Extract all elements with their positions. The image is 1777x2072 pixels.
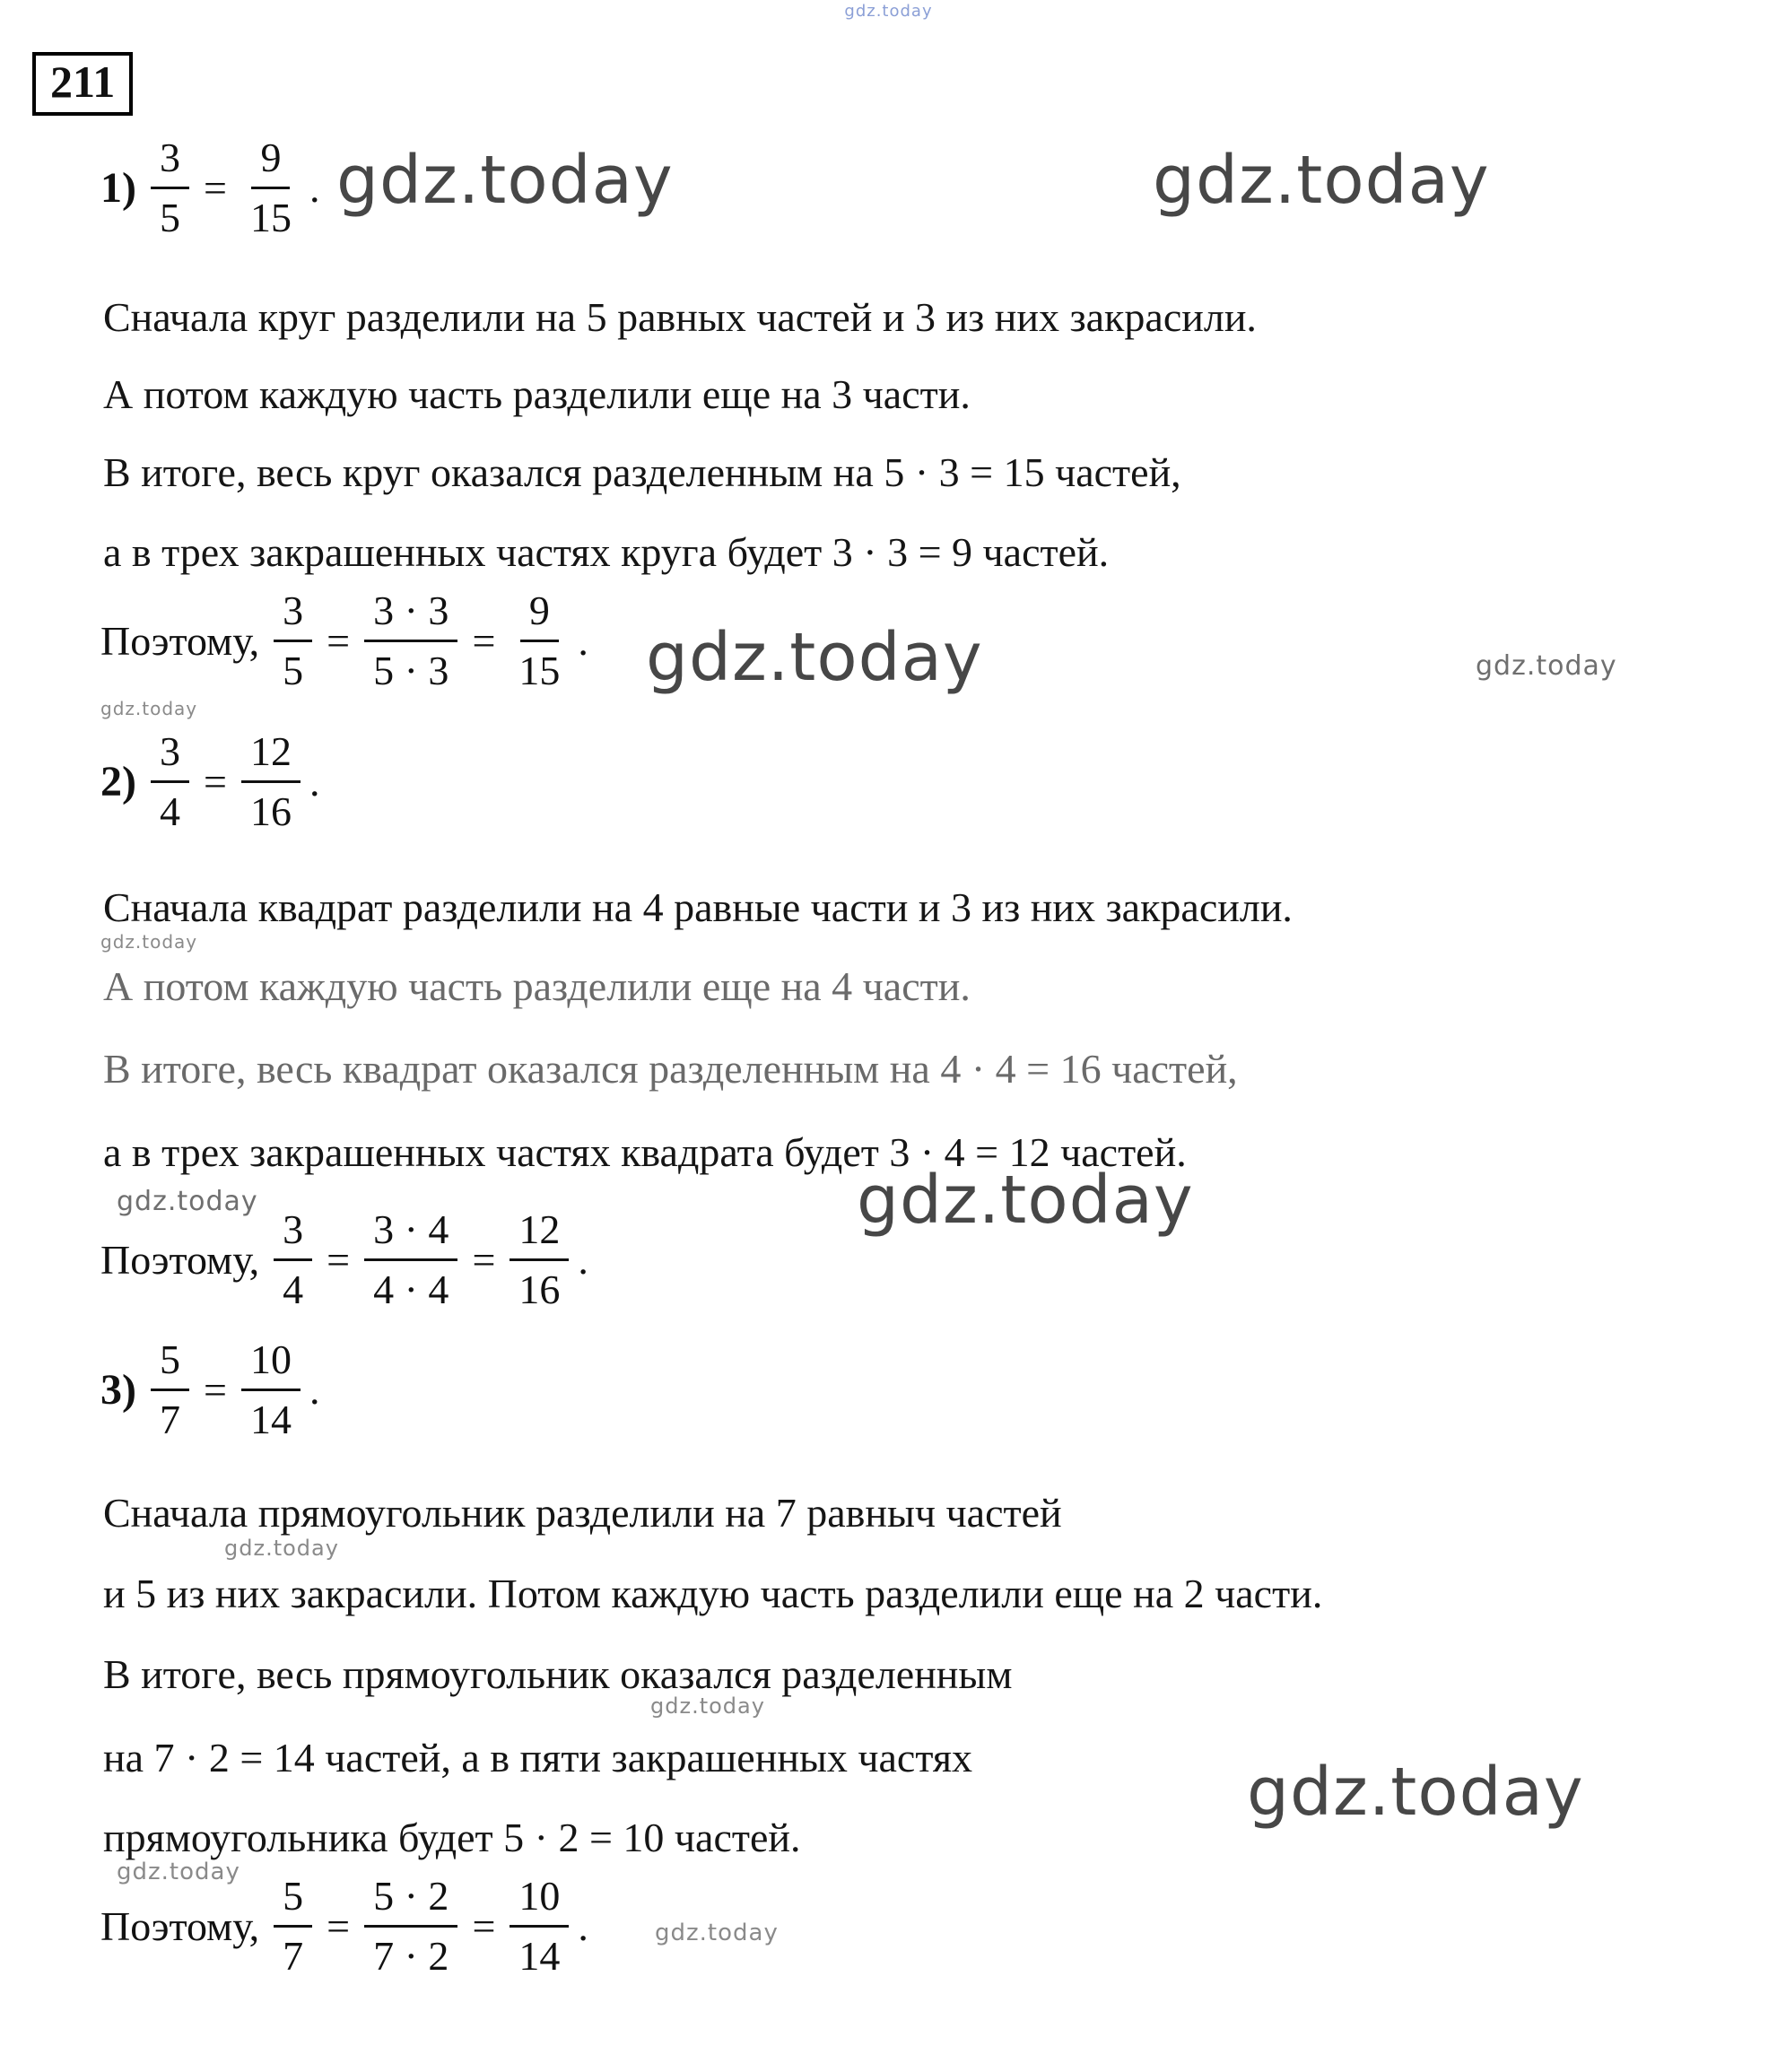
fraction-denominator: 5 · 3 bbox=[373, 647, 449, 693]
watermark: gdz.today bbox=[650, 1693, 765, 1719]
watermark: gdz.today bbox=[1153, 142, 1490, 219]
period: . bbox=[578, 617, 588, 664]
fraction-denominator: 16 bbox=[518, 1266, 561, 1312]
solution-line: на 7 · 2 = 14 частей, а в пяти закрашенных частях bbox=[103, 1735, 972, 1780]
watermark: gdz.today bbox=[857, 1162, 1194, 1239]
watermark: gdz.today bbox=[336, 142, 674, 219]
equals-sign: = bbox=[203, 1366, 227, 1413]
fraction-denominator: 7 bbox=[283, 1932, 304, 1979]
fraction bbox=[510, 1206, 569, 1312]
solution-line: В итоге, весь круг оказался разделенным на 5 · 3 = 15 частей, bbox=[103, 449, 1181, 495]
equals-sign: = bbox=[203, 164, 227, 211]
equals-sign: = bbox=[327, 1236, 351, 1283]
fraction-numerator: 9 bbox=[251, 135, 290, 189]
watermark: gdz.today bbox=[100, 931, 198, 953]
equation-2 bbox=[100, 728, 319, 834]
fraction-numerator: 12 bbox=[510, 1206, 569, 1261]
fraction bbox=[510, 588, 569, 693]
fraction-numerator: 3 bbox=[151, 728, 189, 783]
fraction-numerator: 5 bbox=[274, 1873, 312, 1928]
watermark: gdz.today bbox=[117, 1186, 258, 1217]
therefore-equation-2 bbox=[100, 1206, 588, 1312]
period: . bbox=[578, 1236, 588, 1283]
therefore-label: Поэтому, bbox=[100, 1236, 260, 1283]
item-label-3: 3) bbox=[100, 1365, 136, 1414]
solution-line: прямоугольника будет 5 · 2 = 10 частей. bbox=[103, 1815, 801, 1860]
fraction-numerator: 12 bbox=[241, 728, 301, 783]
fraction bbox=[151, 135, 189, 240]
therefore-equation-1 bbox=[100, 588, 588, 693]
fraction-numerator: 3 · 4 bbox=[364, 1206, 457, 1261]
solution-line: а в трех закрашенных частях круга будет 3 · 3 = 9 частей. bbox=[103, 529, 1110, 575]
equation-1 bbox=[100, 135, 319, 240]
watermark: gdz.today bbox=[646, 619, 983, 696]
fraction bbox=[364, 1206, 457, 1312]
period: . bbox=[309, 1366, 320, 1413]
solution-line: А потом каждую часть разделили еще на 3 части. bbox=[103, 371, 971, 417]
fraction-denominator: 5 bbox=[159, 194, 180, 240]
fraction-numerator: 5 · 2 bbox=[364, 1873, 457, 1928]
therefore-equation-3 bbox=[100, 1873, 588, 1979]
item-label-1: 1) bbox=[100, 163, 136, 212]
period: . bbox=[309, 758, 320, 805]
fraction-denominator: 15 bbox=[249, 194, 292, 240]
equals-sign: = bbox=[203, 758, 227, 805]
solution-line: и 5 из них закрасили. Потом каждую часть разделили еще на 2 части. bbox=[103, 1571, 1323, 1616]
therefore-label: Поэтому, bbox=[100, 1902, 260, 1949]
fraction-denominator: 4 · 4 bbox=[373, 1266, 449, 1312]
fraction-numerator: 9 bbox=[520, 588, 559, 642]
equals-sign: = bbox=[472, 617, 496, 664]
fraction bbox=[151, 728, 189, 834]
fraction bbox=[241, 1336, 301, 1442]
fraction bbox=[274, 1206, 312, 1312]
period: . bbox=[309, 164, 320, 211]
equals-sign: = bbox=[327, 1902, 351, 1949]
solution-line: Сначала квадрат разделили на 4 равные части и 3 из них закрасили. bbox=[103, 884, 1293, 930]
item-label-2: 2) bbox=[100, 757, 136, 805]
fraction bbox=[274, 588, 312, 693]
therefore-label: Поэтому, bbox=[100, 617, 260, 664]
equation-3 bbox=[100, 1336, 319, 1442]
fraction-numerator: 3 bbox=[274, 1206, 312, 1261]
fraction bbox=[151, 1336, 189, 1442]
fraction-denominator: 7 · 2 bbox=[373, 1932, 449, 1979]
fraction-numerator: 10 bbox=[510, 1873, 569, 1928]
fraction-numerator: 3 bbox=[151, 135, 189, 189]
watermark-top: gdz.today bbox=[844, 2, 933, 21]
watermark: gdz.today bbox=[100, 698, 198, 719]
fraction bbox=[364, 588, 457, 693]
fraction-numerator: 10 bbox=[241, 1336, 301, 1391]
fraction bbox=[364, 1873, 457, 1979]
fraction-numerator: 5 bbox=[151, 1336, 189, 1391]
solution-line: Сначала прямоугольник разделили на 7 равныч частей bbox=[103, 1490, 1062, 1536]
solution-line: Сначала круг разделили на 5 равных частей и 3 из них закрасили. bbox=[103, 294, 1257, 340]
problem-number: 211 bbox=[32, 52, 133, 116]
fraction-denominator: 7 bbox=[159, 1396, 180, 1442]
fraction-denominator: 14 bbox=[518, 1932, 561, 1979]
fraction-denominator: 4 bbox=[159, 788, 180, 834]
equals-sign: = bbox=[327, 617, 351, 664]
fraction bbox=[274, 1873, 312, 1979]
solution-line: В итоге, весь квадрат оказался разделенным на 4 · 4 = 16 частей, bbox=[103, 1046, 1238, 1092]
fraction-denominator: 5 bbox=[283, 647, 304, 693]
watermark: gdz.today bbox=[117, 1859, 240, 1885]
fraction bbox=[241, 728, 301, 834]
fraction-denominator: 4 bbox=[283, 1266, 304, 1312]
watermark: gdz.today bbox=[224, 1536, 339, 1561]
fraction-denominator: 16 bbox=[249, 788, 292, 834]
fraction-numerator: 3 · 3 bbox=[364, 588, 457, 642]
watermark: gdz.today bbox=[1476, 650, 1617, 682]
fraction-denominator: 14 bbox=[249, 1396, 292, 1442]
equals-sign: = bbox=[472, 1902, 496, 1949]
solution-line: а в трех закрашенных частях квадрата будет 3 · 4 = 12 частей. bbox=[103, 1129, 1187, 1175]
solution-line: В итоге, весь прямоугольник оказался разделенным bbox=[103, 1651, 1013, 1697]
watermark: gdz.today bbox=[1247, 1754, 1584, 1831]
fraction-numerator: 3 bbox=[274, 588, 312, 642]
equals-sign: = bbox=[472, 1236, 496, 1283]
fraction bbox=[510, 1873, 569, 1979]
fraction-denominator: 15 bbox=[518, 647, 561, 693]
watermark: gdz.today bbox=[655, 1920, 779, 1946]
solution-line: А потом каждую часть разделили еще на 4 части. bbox=[103, 963, 971, 1009]
fraction bbox=[241, 135, 301, 240]
period: . bbox=[578, 1902, 588, 1949]
